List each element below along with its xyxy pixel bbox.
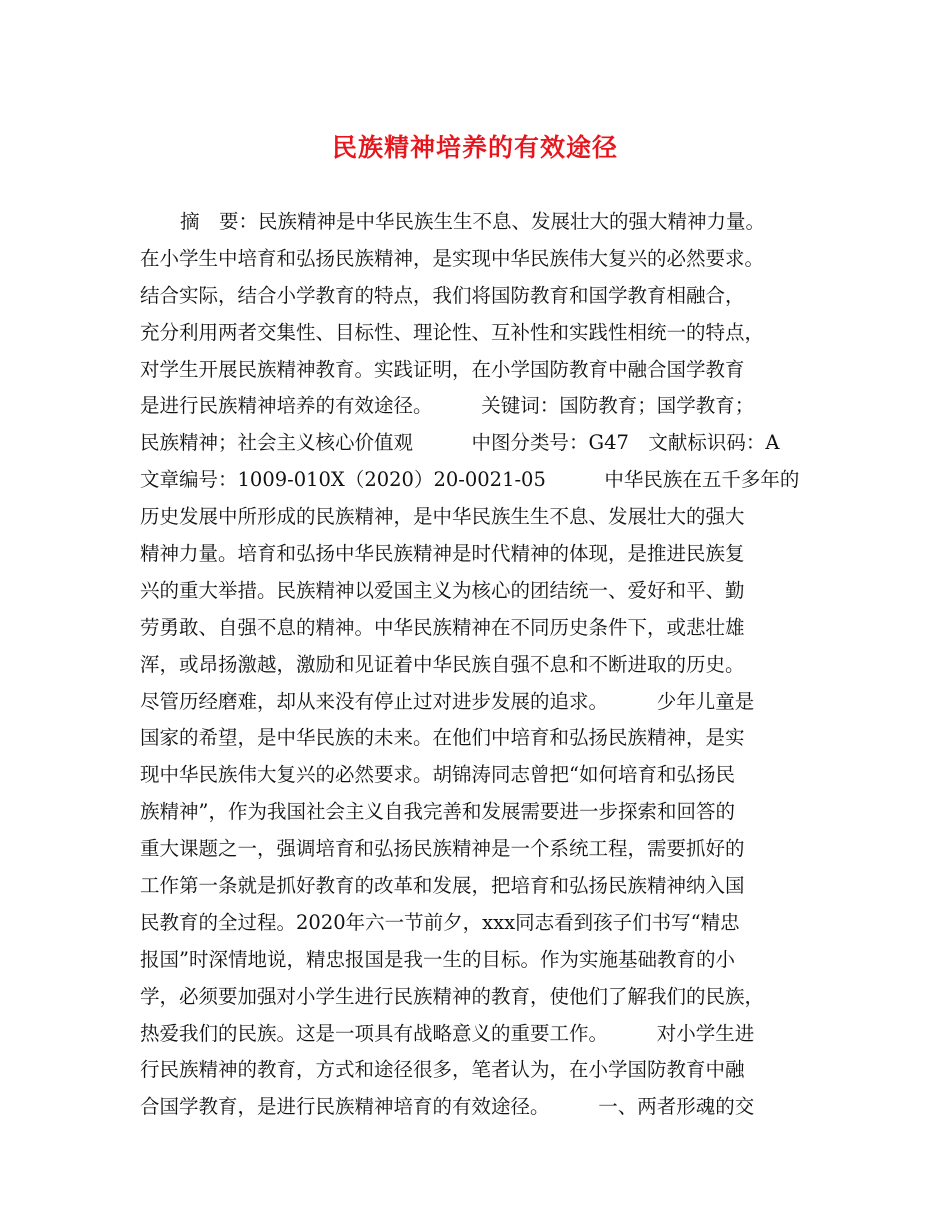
body-line: 现中华民族伟大复兴的必然要求。胡锦涛同志曾把“如何培育和弘扬民 <box>140 763 735 787</box>
body-line: 摘 要：民族精神是中华民族生生不息、发展壮大的强大精神力量。 <box>180 210 766 233</box>
document-title: 民族精神培养的有效途径 <box>331 133 618 162</box>
body-line: 学，必须要加强对小学生进行民族精神的教育，使他们了解我们的民族， <box>140 984 765 1008</box>
body-line: 精神力量。培育和弘扬中华民族精神是时代精神的体现，是推进民族复 <box>140 542 745 566</box>
body-line: 历史发展中所形成的民族精神，是中华民族生生不息、发展壮大的强大 <box>140 505 745 529</box>
body-line: 合国学教育，是进行民族精神培育的有效途径。 一、两者形魂的交 <box>140 1095 755 1119</box>
body-line: 兴的重大举措。民族精神以爱国主义为核心的团结统一、爱好和平、勤 <box>140 578 745 602</box>
body-line: 民教育的全过程。2020年六一节前夕，xxx同志看到孩子们书写“精忠 <box>140 910 740 934</box>
body-line: 劳勇敢、自强不息的精神。中华民族精神在不同历史条件下，或悲壮雄 <box>140 615 745 639</box>
body-line: 报国”时深情地说，精忠报国是我一生的目标。作为实施基础教育的小 <box>140 947 735 971</box>
body-line: 工作第一条就是抓好教育的改革和发展，把培育和弘扬民族精神纳入国 <box>140 874 745 898</box>
body-line: 浑，或昂扬激越，激励和见证着中华民族自强不息和不断进取的历史。 <box>140 652 745 676</box>
document-body <box>140 204 830 1126</box>
body-line: 行民族精神的教育，方式和途径很多，笔者认为，在小学国防教育中融 <box>140 1058 745 1082</box>
body-line: 重大课题之一，强调培育和弘扬民族精神是一个系统工程，需要抓好的 <box>140 837 745 861</box>
body-line: 在小学生中培育和弘扬民族精神，是实现中华民族伟大复兴的必然要求。 <box>140 246 765 270</box>
body-line: 国家的希望，是中华民族的未来。在他们中培育和弘扬民族精神，是实 <box>140 726 745 750</box>
body-line: 族精神”，作为我国社会主义自我完善和发展需要进一步探索和回答的 <box>140 800 735 824</box>
body-line: 是进行民族精神培养的有效途径。 关键词：国防教育；国学教育； <box>140 394 755 418</box>
body-line: 结合实际，结合小学教育的特点，我们将国防教育和国学教育相融合， <box>140 283 745 307</box>
body-line: 尽管历经磨难，却从来没有停止过对进步发展的追求。 少年儿童是 <box>140 689 755 713</box>
body-line: 充分利用两者交集性、目标性、理论性、互补性和实践性相统一的特点， <box>140 320 765 344</box>
body-line: 对学生开展民族精神教育。实践证明，在小学国防教育中融合国学教育 <box>140 357 745 381</box>
body-line: 文章编号：1009-010X（2020）20-0021-05 中华民族在五千多年的 <box>140 468 800 492</box>
body-line: 热爱我们的民族。这是一项具有战略意义的重要工作。 对小学生进 <box>140 1021 755 1045</box>
body-line: 民族精神；社会主义核心价值观 中图分类号：G47 文献标识码：A <box>140 431 780 455</box>
